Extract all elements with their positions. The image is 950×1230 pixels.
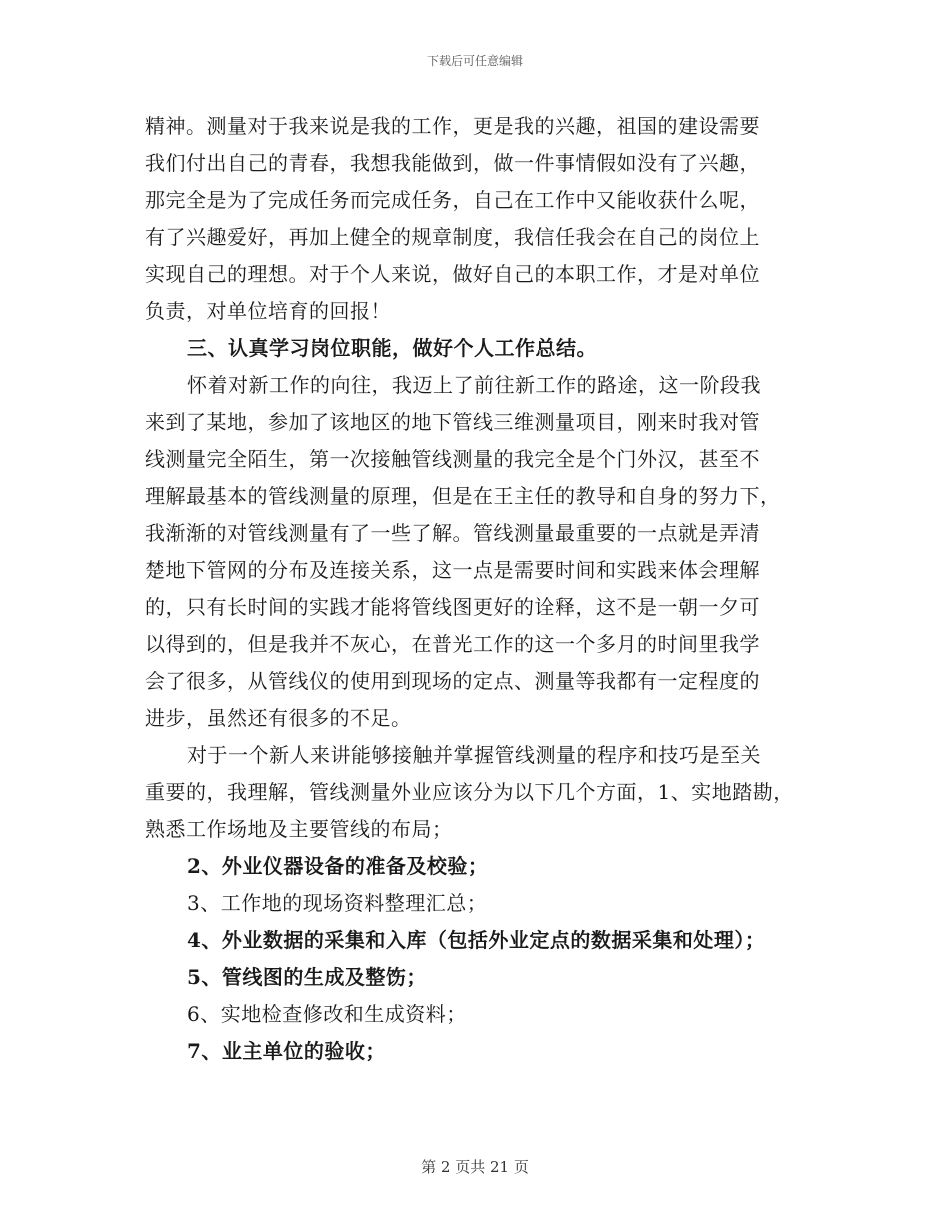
paragraph-line: 有了兴趣爱好，再加上健全的规章制度，我信任我会在自己的岗位上: [145, 225, 760, 249]
section-heading: 三、认真学习岗位职能，做好个人工作总结。: [187, 336, 597, 360]
paragraph-line: 重要的，我理解，管线测量外业应该分为以下几个方面，1、实地踏勘，: [145, 780, 794, 804]
list-item: 7、业主单位的验收；: [187, 1039, 386, 1063]
document-body: [145, 108, 825, 1070]
list-item: 4、外业数据的采集和入库（包括外业定点的数据采集和处理）；: [187, 928, 766, 952]
paragraph-line: 那完全是为了完成任务而完成任务，自己在工作中又能收获什么呢，: [145, 188, 760, 212]
paragraph-line: 来到了某地，参加了该地区的地下管线三维测量项目，刚来时我对管: [145, 410, 760, 434]
paragraph-line: 进步，虽然还有很多的不足。: [145, 706, 412, 730]
paragraph-line: 怀着对新工作的向往，我迈上了前往新工作的路途，这一阶段我: [187, 373, 761, 397]
paragraph-line: 理解最基本的管线测量的原理，但是在王主任的教导和自身的努力下，: [145, 484, 781, 508]
paragraph-line: 负责，对单位培育的回报！: [145, 299, 391, 323]
paragraph-line: 我们付出自己的青春，我想我能做到，做一件事情假如没有了兴趣，: [145, 151, 760, 175]
paragraph-line: 精神。测量对于我来说是我的工作，更是我的兴趣，祖国的建设需要: [145, 114, 760, 138]
page-footer: 第 2 页共 21 页: [421, 1158, 529, 1176]
list-item: 5、管线图的生成及整饬；: [187, 965, 427, 989]
list-item: 2、外业仪器设备的准备及校验；: [187, 854, 489, 878]
paragraph-line: 实现自己的理想。对于个人来说，做好自己的本职工作，才是对单位: [145, 262, 760, 286]
paragraph-line: 我渐渐的对管线测量有了一些了解。管线测量最重要的一点就是弄清: [145, 521, 760, 545]
paragraph-line: 对于一个新人来讲能够接触并掌握管线测量的程序和技巧是至关: [187, 743, 761, 767]
paragraph-line: 楚地下管网的分布及连接关系，这一点是需要时间和实践来体会理解: [145, 558, 760, 582]
paragraph-line: 熟悉工作场地及主要管线的布局；: [145, 817, 453, 841]
page-header: 下载后可任意编辑: [426, 54, 523, 68]
paragraph-line: 的，只有长时间的实践才能将管线图更好的诠释，这不是一朝一夕可: [145, 595, 760, 619]
paragraph-line: 线测量完全陌生，第一次接触管线测量的我完全是个门外汉，甚至不: [145, 447, 760, 471]
list-item: 6、实地检查修改和生成资料；: [187, 1002, 467, 1026]
list-item: 3、工作地的现场资料整理汇总；: [187, 891, 488, 915]
paragraph-line: 以得到的，但是我并不灰心，在普光工作的这一个多月的时间里我学: [145, 632, 760, 656]
paragraph-line: 会了很多，从管线仪的使用到现场的定点、测量等我都有一定程度的: [145, 669, 760, 693]
